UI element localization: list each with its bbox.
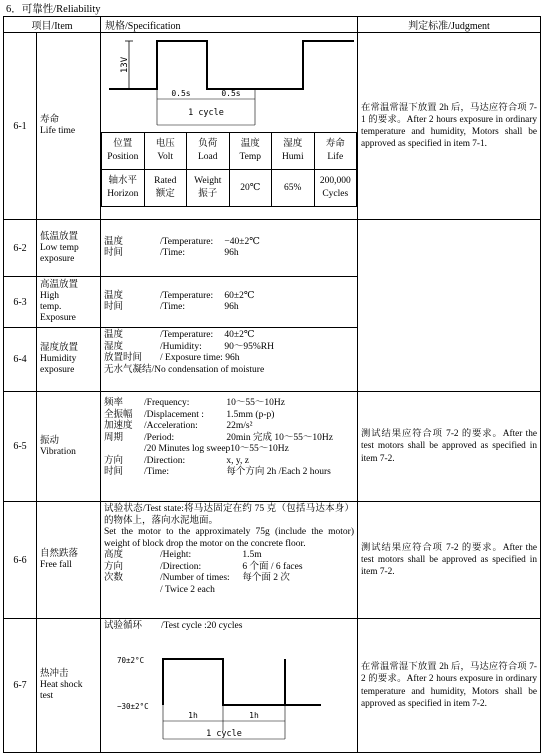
cond-header-temp: 温度 Temp	[229, 133, 272, 170]
cond-header-life: 寿命 Life	[314, 133, 357, 170]
item-name: 自然跌落 Free fall	[37, 502, 101, 619]
cond-value-load: Weight 振子	[187, 170, 230, 207]
spec-line: 时间 /Time: 96h	[104, 248, 239, 258]
spec-cell	[101, 277, 358, 328]
spec-line: 周期 /Period: 20min 完成 10～55～10Hz	[104, 432, 333, 443]
item-name: 热冲击 Heat shock test	[37, 619, 101, 753]
item-name: 低温放置 Low temp exposure	[37, 220, 101, 277]
voltage-label: 13V	[120, 56, 131, 74]
cond-value-volt: Rated 额定	[144, 170, 187, 207]
col-header-item: 项目/Item	[4, 17, 101, 33]
item-name-en: Life time	[40, 126, 76, 136]
cycle-label: 1 cycle	[206, 728, 242, 739]
row-6-6	[4, 502, 541, 619]
col-header-judgment: 判定标准/Judgment	[358, 17, 541, 33]
judgment-cell: 在常温常湿下放置 2h 后，马达应符合项 7-2 的要求。After 2 hours exposure in ordinary temperature and humidity, Motors shall be approved as specified in item 7-2.	[358, 619, 541, 753]
judgment-cell: 在常温常湿下放置 2h 后，马达应符合项 7-1 的要求。After 2 hours exposure in ordinary temperature and humidity, Motors shall be approved as specified in item 7-1.	[358, 33, 541, 220]
item-name	[37, 33, 101, 220]
test-state: 试验状态/Test state:将马达固定在约 75 克（包括马达本身）的物体上，落向水泥地面。	[104, 504, 355, 526]
spec-line: 高度 /Height: 1.5m	[104, 550, 262, 560]
spec-cell	[101, 392, 358, 502]
item-no: 6-1	[4, 33, 37, 220]
row-6-7	[4, 619, 541, 753]
row-6-1	[4, 33, 541, 220]
spec-note: 无水气凝结/No condensation of moisture	[104, 364, 265, 375]
on-time-label: 0.5s	[171, 89, 191, 98]
spec-line: 温度 /Temperature: 60±2℃	[104, 290, 255, 301]
judgment-cell	[358, 220, 541, 392]
cond-value-position: 轴水平 Horizon	[102, 170, 145, 207]
test-state-en: Set the motor to the approximately 75g (include the motor) weight of block drop the motor on the concrete floor.	[104, 527, 355, 549]
spec-line: 频率 /Frequency: 10～55～10Hz	[104, 398, 285, 408]
cond-value-life: 200,000 Cycles	[314, 170, 357, 207]
cond-header-position: 位置 Position	[102, 133, 145, 170]
conditions-value-row	[102, 170, 357, 207]
spec-line: 全振幅 /Displacement : 1.5mm (p-p)	[104, 409, 275, 420]
conditions-header-row	[102, 133, 357, 170]
row-6-2	[4, 220, 541, 277]
spec-line: 次数 /Number of times: 每个面 2 次	[104, 573, 290, 583]
high-duration-label: 1h	[188, 710, 198, 720]
header-row	[4, 17, 541, 33]
spec-line: 温度 /Temperature: 40±2℃	[104, 330, 255, 340]
col-header-spec: 规格/Specification	[101, 17, 358, 33]
item-no: 6-7	[4, 619, 37, 753]
cond-header-volt: 电压 Volt	[144, 133, 187, 170]
spec-line: 加速度 /Acceleration: 22m/s²	[104, 421, 253, 431]
low-temp-label: −30±2°C	[117, 701, 149, 711]
item-name: 高温放置 High temp. Exposure	[37, 277, 101, 328]
cond-value-temp: 20℃	[229, 170, 272, 207]
judgment-cell: 测试结果应符合项 7-2 的要求。After the test motors shall be approved as specified in item 7-2.	[358, 502, 541, 619]
reliability-table	[3, 16, 541, 753]
spec-line: 湿度 /Humidity: 90～95%RH	[104, 341, 275, 352]
spec-line: 放置时间 / Exposure time: 96h	[104, 353, 240, 363]
cond-value-humi: 65%	[272, 170, 315, 207]
spec-line: 方向 /Direction: 6 个面 / 6 faces	[104, 561, 303, 572]
high-temp-label: 70±2°C	[117, 655, 145, 665]
spec-cell	[101, 220, 358, 277]
item-name: 振动 Vibration	[37, 392, 101, 502]
test-cycle: 试验循环 /Test cycle :20 cycles	[104, 621, 243, 631]
item-no: 6-2	[4, 220, 37, 277]
heat-shock-waveform	[101, 635, 356, 747]
cond-header-humi: 湿度 Humi	[272, 133, 315, 170]
judgment-cell: 测试结果应符合项 7-2 的要求。After the test motors shall be approved as specified in item 7-2.	[358, 392, 541, 502]
item-no: 6-4	[4, 328, 37, 392]
spec-line: / Twice 2 each	[160, 584, 215, 595]
spec-line: /20 Minutes log sweep10～55～10Hz	[144, 444, 289, 454]
spec-line: 温度 /Temperature: −40±2℃	[104, 236, 260, 247]
spec-line: 方向 /Direction: x, y, z	[104, 455, 249, 466]
row-6-5	[4, 392, 541, 502]
spec-cell	[101, 502, 358, 619]
spec-line: 时间 /Time: 96h	[104, 302, 239, 312]
spec-cell	[101, 328, 358, 392]
life-conditions-table	[101, 132, 357, 207]
cycle-label: 1 cycle	[188, 108, 224, 118]
item-name: 湿度放置 Humidity exposure	[37, 328, 101, 392]
spec-cell	[101, 619, 358, 753]
item-no: 6-5	[4, 392, 37, 502]
life-cycle-waveform	[101, 33, 356, 132]
off-time-label: 0.5s	[221, 89, 241, 98]
spec-line: 时间 /Time: 每个方向 2h /Each 2 hours	[104, 467, 331, 477]
item-no: 6-6	[4, 502, 37, 619]
item-no: 6-3	[4, 277, 37, 328]
spec-cell	[101, 33, 358, 220]
item-name-cn: 寿命	[40, 115, 60, 125]
low-duration-label: 1h	[249, 710, 259, 720]
section-heading: 6．可靠性/Reliability	[6, 4, 101, 15]
cond-header-load: 负荷 Load	[187, 133, 230, 170]
